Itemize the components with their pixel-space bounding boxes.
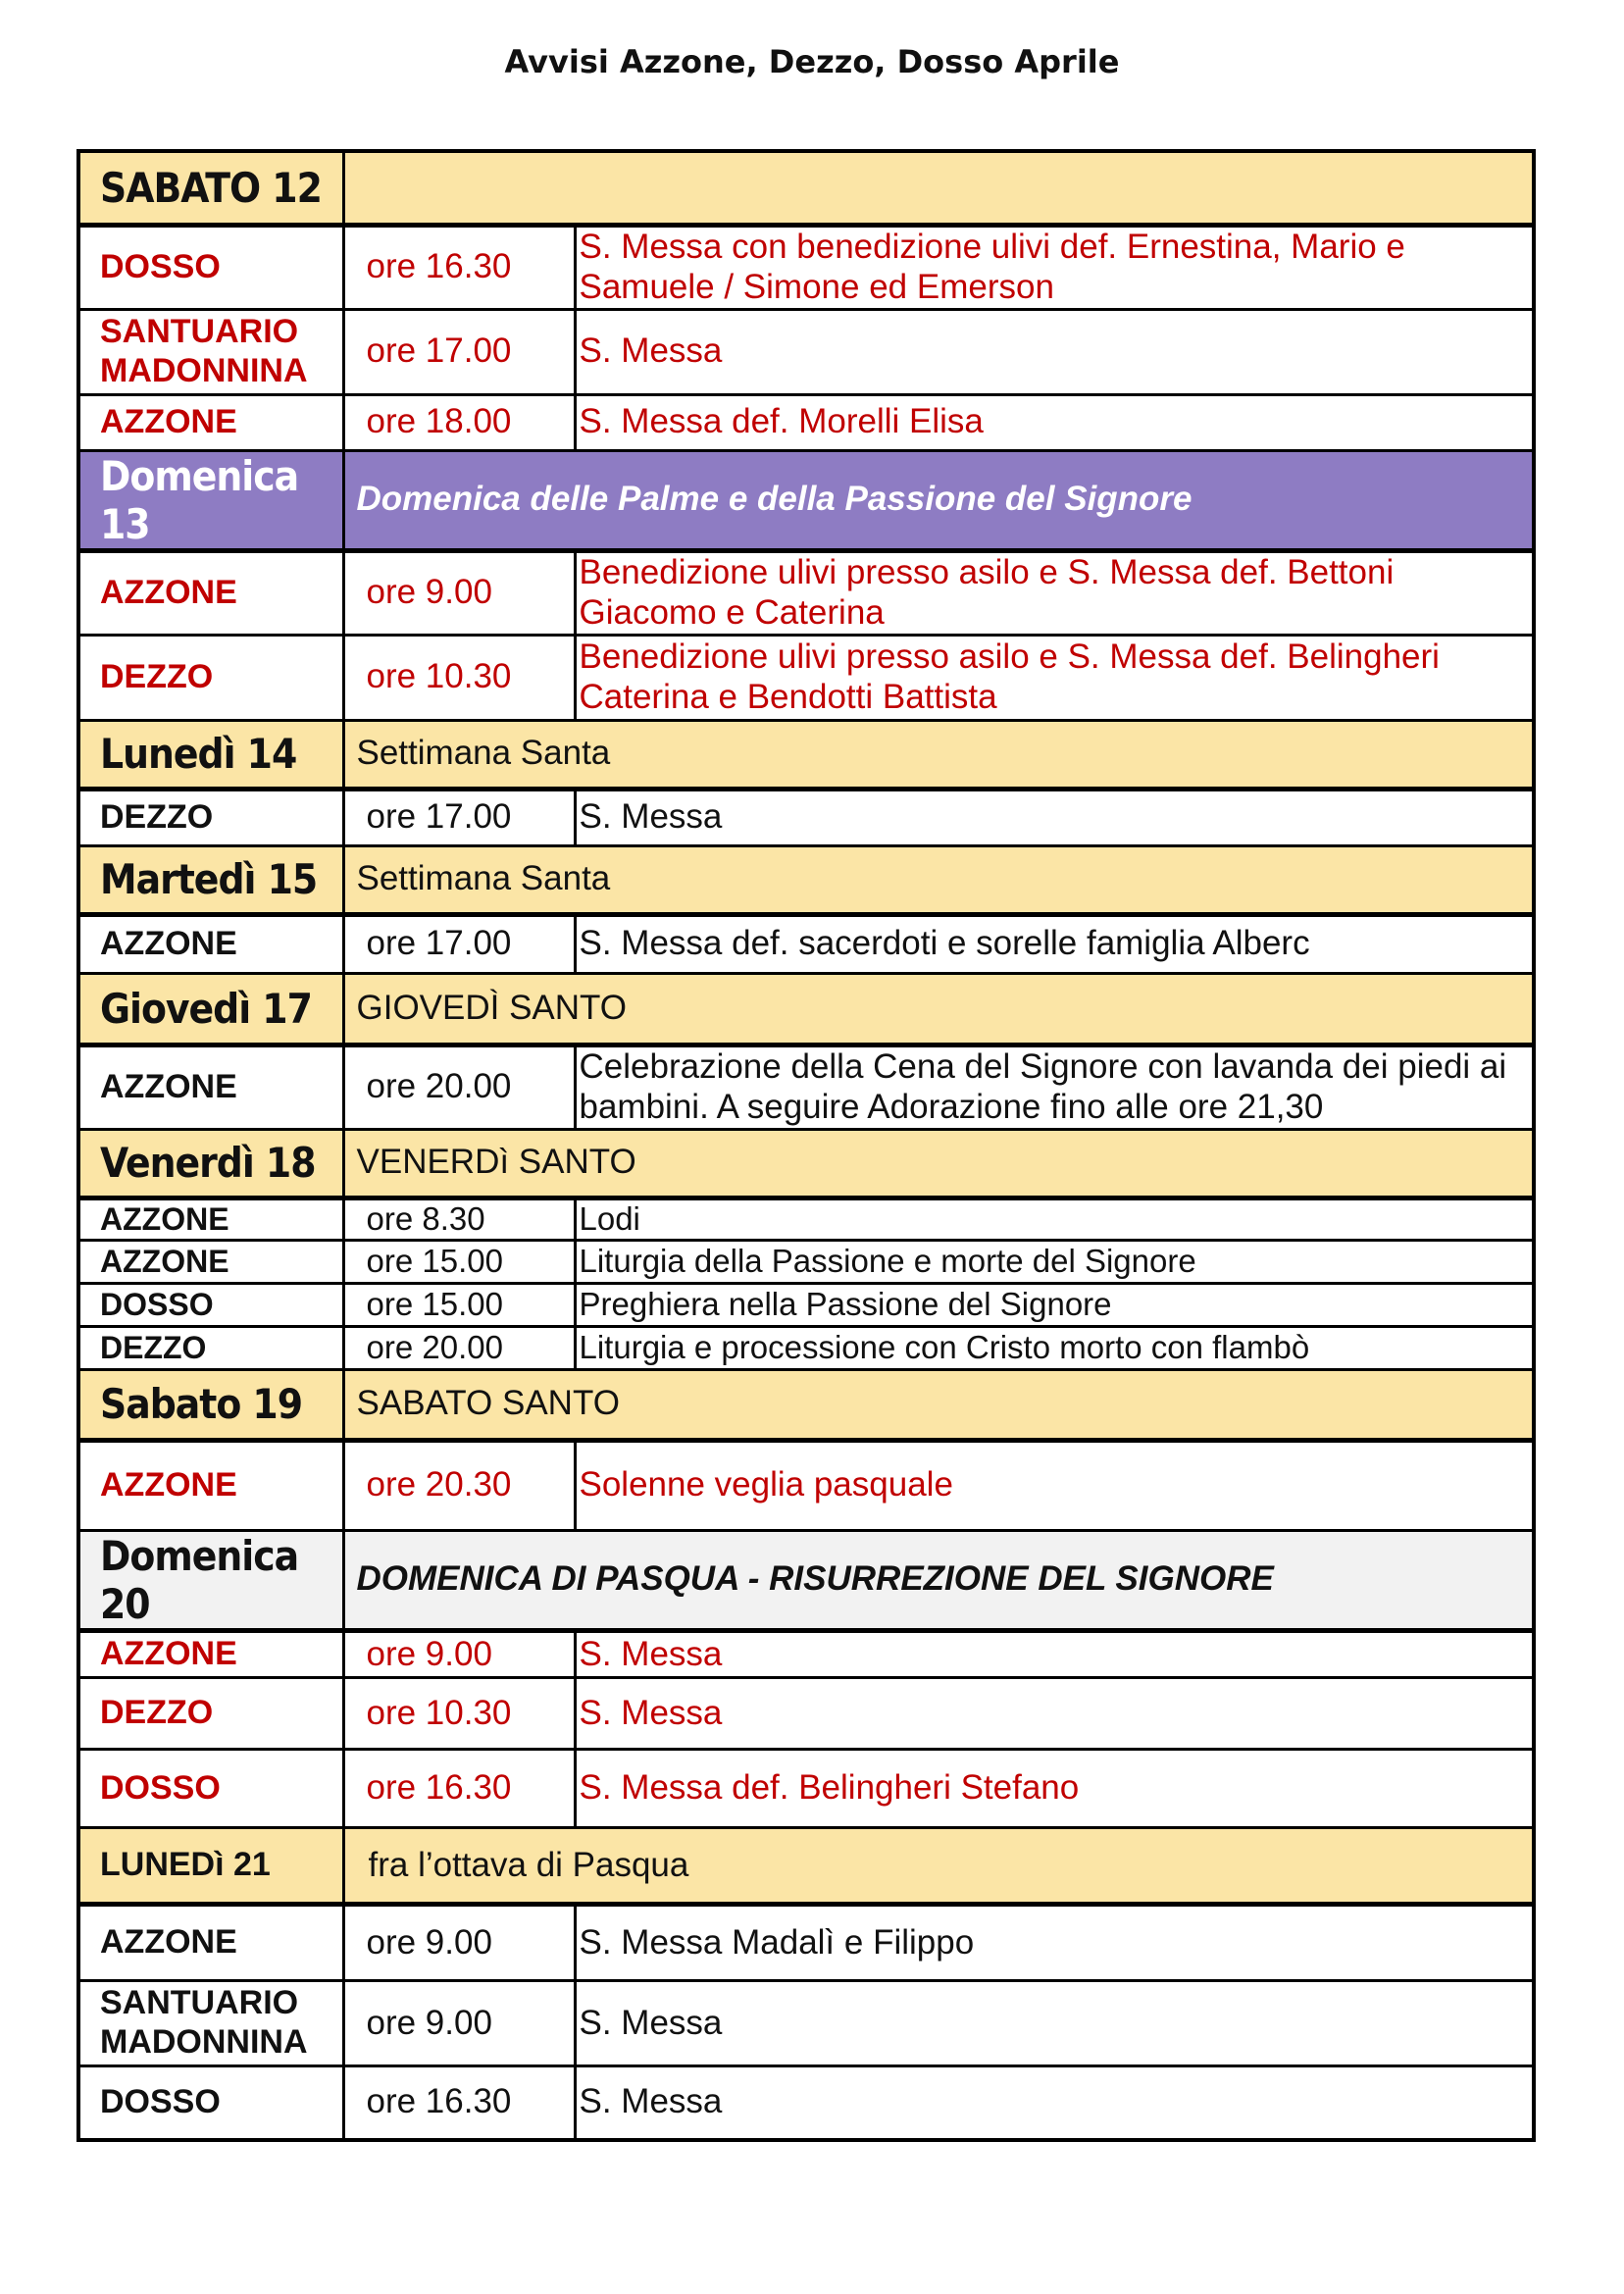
event-description: Benedizione ulivi presso asilo e S. Messa def. Belingheri Caterina e Bendotti Battista: [575, 635, 1534, 720]
event-row: [78, 1240, 1534, 1283]
day-header-row: [78, 450, 1534, 550]
day-header-row: [78, 845, 1534, 914]
event-place: AZZONE: [78, 1440, 343, 1530]
day-title: [343, 151, 1534, 225]
event-time: ore 9.00: [343, 550, 575, 635]
event-description: S. Messa: [575, 309, 1534, 394]
event-row: [78, 1283, 1534, 1326]
event-time: ore 20.00: [343, 1045, 575, 1129]
event-time: ore 16.30: [343, 1750, 575, 1828]
event-row: [78, 309, 1534, 394]
event-place: SANTUARIO MADONNINA: [78, 309, 343, 394]
event-row: [78, 789, 1534, 845]
event-place: DOSSO: [78, 1283, 343, 1326]
event-place: AZZONE: [78, 914, 343, 973]
event-description: S. Messa def. sacerdoti e sorelle famiglia Alberc: [575, 914, 1534, 973]
schedule-table: [76, 149, 1536, 2142]
day-label: Sabato 19: [78, 1369, 343, 1440]
event-description: S. Messa: [575, 1981, 1534, 2066]
event-place: SANTUARIO MADONNINA: [78, 1981, 343, 2066]
event-place: DEZZO: [78, 1678, 343, 1750]
event-time: ore 9.00: [343, 1981, 575, 2066]
event-time: ore 17.00: [343, 914, 575, 973]
day-title: fra l’ottava di Pasqua: [343, 1828, 1534, 1905]
event-row: [78, 1631, 1534, 1678]
event-time: ore 18.00: [343, 394, 575, 450]
event-place: AZZONE: [78, 1905, 343, 1981]
event-place: DOSSO: [78, 1750, 343, 1828]
event-row: [78, 2066, 1534, 2140]
day-label: Martedì 15: [78, 845, 343, 914]
event-description: S. Messa: [575, 789, 1534, 845]
event-description: S. Messa Madalì e Filippo: [575, 1905, 1534, 1981]
event-description: Preghiera nella Passione del Signore: [575, 1283, 1534, 1326]
event-row: [78, 394, 1534, 450]
event-place: DOSSO: [78, 2066, 343, 2140]
day-label: Domenica 13: [78, 450, 343, 550]
page-title: Avvisi Azzone, Dezzo, Dosso Aprile: [504, 43, 1120, 80]
event-time: ore 17.00: [343, 309, 575, 394]
event-time: ore 17.00: [343, 789, 575, 845]
event-time: ore 9.00: [343, 1905, 575, 1981]
day-title: Settimana Santa: [343, 720, 1534, 789]
event-description: S. Messa def. Belingheri Stefano: [575, 1750, 1534, 1828]
event-row: [78, 635, 1534, 720]
event-place: DEZZO: [78, 1326, 343, 1369]
event-description: S. Messa: [575, 2066, 1534, 2140]
day-header-row: [78, 720, 1534, 789]
day-label: LUNEDì 21: [78, 1828, 343, 1905]
event-time: ore 20.00: [343, 1326, 575, 1369]
day-header-row: [78, 1828, 1534, 1905]
event-row: [78, 1045, 1534, 1129]
event-row: [78, 1326, 1534, 1369]
event-row: [78, 550, 1534, 635]
day-label: Venerdì 18: [78, 1129, 343, 1198]
event-description: Solenne veglia pasquale: [575, 1440, 1534, 1530]
event-row: [78, 1678, 1534, 1750]
event-place: AZZONE: [78, 394, 343, 450]
event-description: Benedizione ulivi presso asilo e S. Messa def. Bettoni Giacomo e Caterina: [575, 550, 1534, 635]
day-title: Settimana Santa: [343, 845, 1534, 914]
day-label: Lunedì 14: [78, 720, 343, 789]
event-description: S. Messa: [575, 1678, 1534, 1750]
event-time: ore 15.00: [343, 1283, 575, 1326]
day-title: DOMENICA DI PASQUA - RISURREZIONE DEL SIGNORE: [343, 1530, 1534, 1630]
day-title: GIOVEDÌ SANTO: [343, 973, 1534, 1045]
day-title: SABATO SANTO: [343, 1369, 1534, 1440]
event-description: Lodi: [575, 1198, 1534, 1240]
event-row: [78, 1905, 1534, 1981]
event-time: ore 9.00: [343, 1631, 575, 1678]
event-row: [78, 225, 1534, 309]
event-time: ore 10.30: [343, 1678, 575, 1750]
event-place: AZZONE: [78, 550, 343, 635]
day-header-row: [78, 1530, 1534, 1630]
event-description: S. Messa con benedizione ulivi def. Ernestina, Mario e Samuele / Simone ed Emerson: [575, 225, 1534, 309]
event-row: [78, 1750, 1534, 1828]
event-row: [78, 1440, 1534, 1530]
day-title: Domenica delle Palme e della Passione del Signore: [343, 450, 1534, 550]
day-header-row: [78, 151, 1534, 225]
event-place: AZZONE: [78, 1240, 343, 1283]
day-label: SABATO 12: [78, 151, 343, 225]
event-time: ore 15.00: [343, 1240, 575, 1283]
event-row: [78, 914, 1534, 973]
event-description: S. Messa: [575, 1631, 1534, 1678]
event-row: [78, 1198, 1534, 1240]
event-place: DOSSO: [78, 225, 343, 309]
day-label: Giovedì 17: [78, 973, 343, 1045]
event-description: Liturgia della Passione e morte del Signore: [575, 1240, 1534, 1283]
event-time: ore 8.30: [343, 1198, 575, 1240]
event-place: DEZZO: [78, 635, 343, 720]
event-description: Celebrazione della Cena del Signore con lavanda dei piedi ai bambini. A seguire Adorazione fino alle ore 21,30: [575, 1045, 1534, 1129]
event-time: ore 16.30: [343, 225, 575, 309]
day-header-row: [78, 973, 1534, 1045]
event-row: [78, 1981, 1534, 2066]
day-header-row: [78, 1369, 1534, 1440]
event-place: DEZZO: [78, 789, 343, 845]
event-time: ore 16.30: [343, 2066, 575, 2140]
day-label: Domenica 20: [78, 1530, 343, 1630]
day-header-row: [78, 1129, 1534, 1198]
event-time: ore 10.30: [343, 635, 575, 720]
event-place: AZZONE: [78, 1045, 343, 1129]
event-description: Liturgia e processione con Cristo morto con flambò: [575, 1326, 1534, 1369]
event-place: AZZONE: [78, 1198, 343, 1240]
event-place: AZZONE: [78, 1631, 343, 1678]
event-time: ore 20.30: [343, 1440, 575, 1530]
day-title: VENERDì SANTO: [343, 1129, 1534, 1198]
event-description: S. Messa def. Morelli Elisa: [575, 394, 1534, 450]
